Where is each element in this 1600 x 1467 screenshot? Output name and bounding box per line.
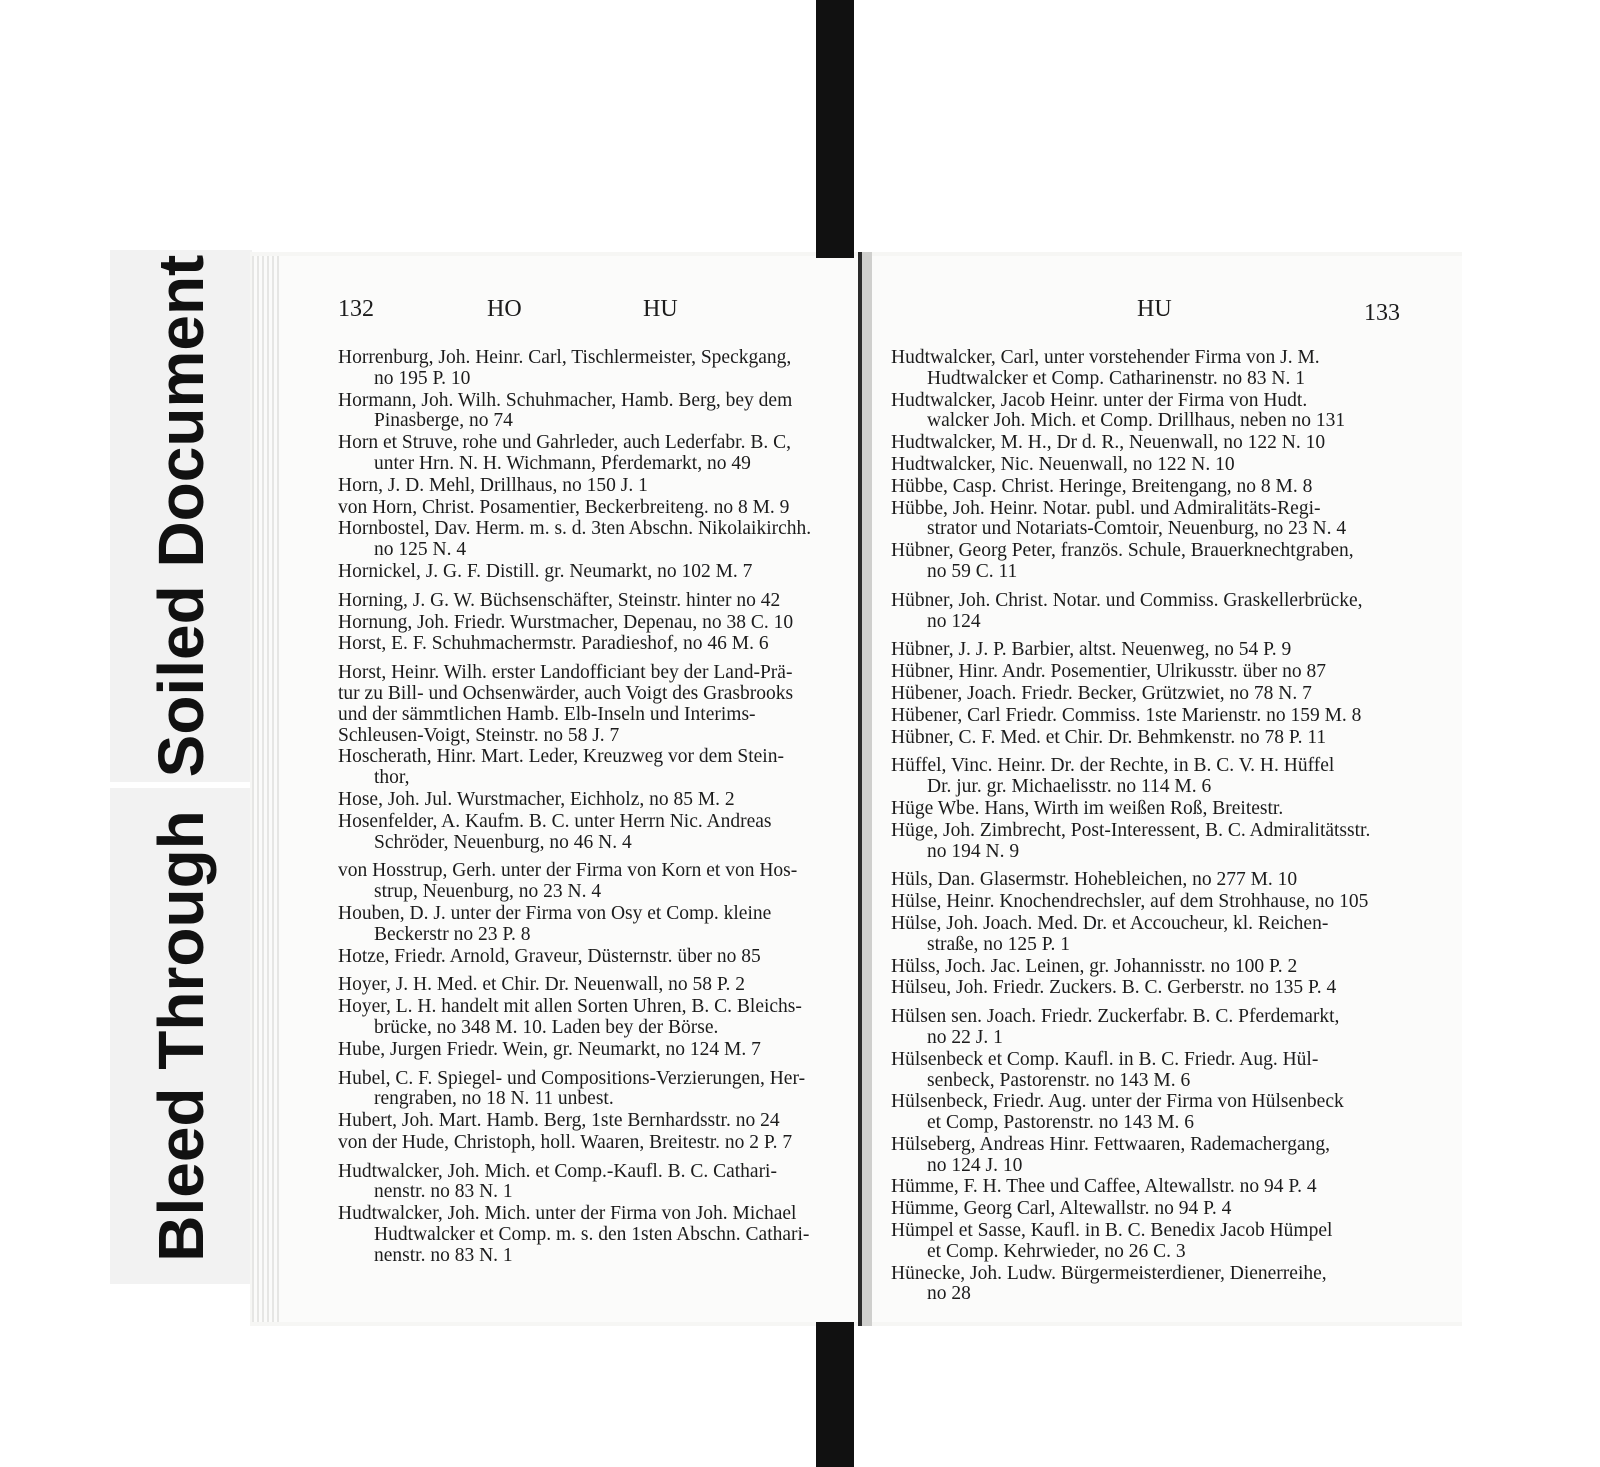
entry-line: Hünecke, Joh. Ludw. Bürgermeisterdiener, Dienerreihe, — [891, 1263, 1327, 1284]
directory-entry — [891, 662, 1407, 683]
directory-entry — [891, 1199, 1407, 1220]
page-edges — [252, 256, 280, 1322]
directory-entry — [338, 519, 838, 561]
entry-line: Horning, J. G. W. Büchsenschäfter, Steinstr. hinter no 42 — [338, 590, 781, 611]
entry-line: Hormann, Joh. Wilh. Schuhmacher, Hamb. Berg, bey dem — [338, 390, 793, 411]
directory-entry — [891, 348, 1407, 390]
entry-line: Hübbe, Casp. Christ. Heringe, Breitengang, no 8 M. 8 — [891, 476, 1313, 497]
directory-entry — [891, 892, 1407, 913]
book-gutter — [858, 252, 872, 1326]
entry-line: Hülseberg, Andreas Hinr. Fettwaaren, Rademachergang, — [891, 1134, 1330, 1155]
directory-entry — [338, 747, 838, 789]
soiled-document-label: Soiled Document — [145, 254, 217, 778]
directory-entry — [891, 756, 1407, 798]
soiled-document-label-box — [110, 250, 252, 782]
directory-entry — [891, 433, 1407, 454]
entry-line: Hornbostel, Dav. Herm. m. s. d. 3ten Abschn. Nikolaikirchh. — [338, 519, 812, 540]
entry-line: Hümpel et Sasse, Kaufl. in B. C. Benedix Jacob Hümpel — [891, 1221, 1333, 1242]
entry-line: von Hosstrup, Gerh. unter der Firma von Korn et von Hos- — [338, 861, 798, 882]
directory-entry — [891, 684, 1407, 705]
entry-line: strup, Neuenburg, no 23 N. 4 — [374, 882, 602, 903]
left-header-hu: HU — [643, 296, 678, 322]
entry-line: no 59 C. 11 — [927, 561, 1018, 582]
directory-entry — [338, 1204, 838, 1266]
entry-line: senbeck, Pastorenstr. no 143 M. 6 — [927, 1070, 1191, 1091]
entry-line: Hübener, Carl Friedr. Commiss. 1ste Marienstr. no 159 M. 8 — [891, 705, 1362, 726]
directory-entry — [338, 613, 838, 634]
directory-entry — [338, 562, 838, 583]
directory-entry — [338, 1040, 838, 1061]
entry-line: rengraben, no 18 N. 11 unbest. — [374, 1089, 614, 1110]
directory-entry — [891, 591, 1407, 633]
entry-line: Horn, J. D. Mehl, Drillhaus, no 150 J. 1 — [338, 475, 648, 496]
directory-entry — [891, 391, 1407, 433]
directory-entry — [891, 1264, 1407, 1306]
entry-line: Hudtwalcker, Carl, unter vorstehender Firma von J. M. — [891, 348, 1320, 368]
left-page-number: 132 — [338, 296, 374, 322]
entry-line: Hübner, Hinr. Andr. Posementier, Ulrikusstr. über no 87 — [891, 662, 1326, 683]
directory-entry — [891, 914, 1407, 956]
directory-entry — [891, 499, 1407, 541]
bleed-through-label-box — [110, 788, 252, 1284]
entry-line: Hülseu, Joh. Friedr. Zuckers. B. C. Gerberstr. no 135 P. 4 — [891, 978, 1337, 999]
entry-line: Hornickel, J. G. F. Distill. gr. Neumarkt, no 102 M. 7 — [338, 561, 753, 582]
directory-entry — [338, 391, 838, 433]
directory-entry — [891, 799, 1407, 820]
entry-line: Hübener, Joach. Friedr. Becker, Grützwiet, no 78 N. 7 — [891, 683, 1312, 704]
entry-line: no 124 — [927, 611, 981, 632]
entry-line: Hudtwalcker, Joh. Mich. et Comp.-Kaufl. B. C. Cathari- — [338, 1161, 777, 1182]
entry-line: Hümme, F. H. Thee und Caffee, Altewallstr. no 94 P. 4 — [891, 1177, 1317, 1198]
directory-entry — [891, 1007, 1407, 1049]
directory-entry — [338, 591, 838, 612]
directory-entry — [891, 728, 1407, 749]
right-entries-list — [891, 348, 1407, 1306]
right-page-number: 133 — [1364, 300, 1400, 326]
directory-entry — [338, 861, 838, 903]
entry-line: Hüffel, Vinc. Heinr. Dr. der Rechte, in B. C. V. H. Hüffel — [891, 756, 1335, 777]
right-header-hu: HU — [1137, 296, 1172, 322]
entry-line: Hülsenbeck, Friedr. Aug. unter der Firma von Hülsenbeck — [891, 1092, 1344, 1113]
entry-line: Hoyer, L. H. handelt mit allen Sorten Uhren, B. C. Bleichs- — [338, 997, 802, 1018]
entry-line: thor, — [374, 768, 410, 789]
entry-line: Horrenburg, Joh. Heinr. Carl, Tischlermeister, Speckgang, — [338, 348, 792, 368]
entry-line: no 124 J. 10 — [927, 1155, 1023, 1176]
entry-line: Beckerstr no 23 P. 8 — [374, 924, 531, 945]
directory-entry — [338, 1111, 838, 1132]
directory-entry — [338, 904, 838, 946]
directory-entry — [891, 978, 1407, 999]
directory-entry — [891, 1092, 1407, 1134]
directory-entry — [338, 1133, 838, 1154]
entry-line: Hotze, Friedr. Arnold, Graveur, Düsternstr. über no 85 — [338, 946, 761, 967]
entry-line: Pinasberge, no 74 — [374, 411, 513, 432]
entry-line: von der Hude, Christoph, holl. Waaren, Breitestr. no 2 P. 7 — [338, 1132, 793, 1153]
entry-line: Dr. jur. gr. Michaelisstr. no 114 M. 6 — [927, 777, 1212, 798]
entry-line: Hudtwalcker et Comp. m. s. den 1sten Abschn. Cathari- — [374, 1225, 810, 1246]
entry-line: Hudtwalcker, M. H., Dr d. R., Neuenwall, no 122 N. 10 — [891, 433, 1326, 454]
entry-line: Hornung, Joh. Friedr. Wurstmacher, Depenau, no 38 C. 10 — [338, 612, 794, 633]
entry-line: Hübner, Joh. Christ. Notar. und Commiss. Graskellerbrücke, — [891, 590, 1363, 611]
entry-line: Hubert, Joh. Mart. Hamb. Berg, 1ste Bernhardsstr. no 24 — [338, 1111, 780, 1132]
entry-line: straße, no 125 P. 1 — [927, 934, 1070, 955]
entry-line: Horst, E. F. Schuhmachermstr. Paradieshof, no 46 M. 6 — [338, 634, 769, 655]
entry-line: Hudtwalcker, Nic. Neuenwall, no 122 N. 10 — [891, 454, 1235, 475]
directory-entry — [891, 541, 1407, 583]
spine-bar-top — [816, 0, 854, 258]
entry-line: strator und Notariats-Comtoir, Neuenburg, no 23 N. 4 — [927, 519, 1347, 540]
entry-line: Hübner, Georg Peter, französ. Schule, Brauerknechtgraben, — [891, 541, 1354, 562]
directory-entry — [338, 433, 838, 475]
entry-line: walcker Joh. Mich. et Comp. Drillhaus, neben no 131 — [927, 411, 1346, 432]
entry-line: Hudtwalcker, Jacob Heinr. unter der Firma von Hudt. — [891, 390, 1308, 411]
entry-line: und der sämmtlichen Hamb. Elb-Inseln und Interims- — [338, 704, 756, 725]
entry-line: Hübner, J. J. P. Barbier, altst. Neuenweg, no 54 P. 9 — [891, 640, 1292, 661]
entry-line: Houben, D. J. unter der Firma von Osy et Comp. kleine — [338, 903, 772, 924]
entry-line: Hülss, Joch. Jac. Leinen, gr. Johannisstr. no 100 P. 2 — [891, 956, 1298, 977]
directory-entry — [891, 640, 1407, 661]
entry-line: Horn et Struve, rohe und Gahrleder, auch Lederfabr. B. C, — [338, 433, 791, 454]
left-entries-list — [338, 348, 838, 1268]
directory-entry — [891, 1221, 1407, 1263]
entry-line: nenstr. no 83 N. 1 — [374, 1245, 513, 1266]
entry-line: Hüge, Joh. Zimbrecht, Post-Interessent, B. C. Admiralitätsstr. — [891, 820, 1371, 841]
directory-entry — [338, 1162, 838, 1204]
entry-line: Hülse, Joh. Joach. Med. Dr. et Accoucheur, kl. Reichen- — [891, 913, 1329, 934]
entry-line: Hoscherath, Hinr. Mart. Leder, Kreuzweg vor dem Stein- — [338, 747, 784, 768]
directory-entry — [891, 1135, 1407, 1177]
entry-line: Hüge Wbe. Hans, Wirth im weißen Roß, Breitestr. — [891, 798, 1284, 819]
directory-entry — [891, 706, 1407, 727]
entry-line: et Comp. Kehrwieder, no 26 C. 3 — [927, 1241, 1186, 1262]
directory-entry — [338, 634, 838, 655]
directory-entry — [338, 790, 838, 811]
directory-entry — [891, 1177, 1407, 1198]
directory-entry — [338, 476, 838, 497]
spine-bar-bottom — [816, 1322, 854, 1467]
directory-entry — [891, 821, 1407, 863]
entry-line: Hümme, Georg Carl, Altewallstr. no 94 P. 4 — [891, 1199, 1232, 1220]
entry-line: Schröder, Neuenburg, no 46 N. 4 — [374, 832, 632, 853]
directory-entry — [338, 812, 838, 854]
entry-line: Hosenfelder, A. Kaufm. B. C. unter Herrn Nic. Andreas — [338, 811, 772, 832]
entry-line: Horst, Heinr. Wilh. erster Landofficiant bey der Land-Prä- — [338, 663, 793, 684]
entry-line: Hose, Joh. Jul. Wurstmacher, Eichholz, no 85 M. 2 — [338, 789, 735, 810]
entry-line: Hudtwalcker, Joh. Mich. unter der Firma von Joh. Michael — [338, 1204, 797, 1225]
entry-line: no 28 — [927, 1284, 971, 1305]
directory-entry — [891, 477, 1407, 498]
entry-line: no 194 N. 9 — [927, 841, 1020, 862]
entry-line: Hube, Jurgen Friedr. Wein, gr. Neumarkt, no 124 M. 7 — [338, 1039, 761, 1060]
entry-line: tur zu Bill- und Ochsenwärder, auch Voigt des Grasbrooks — [338, 683, 794, 704]
entry-line: Hülsenbeck et Comp. Kaufl. in B. C. Friedr. Aug. Hül- — [891, 1049, 1319, 1070]
directory-entry — [338, 997, 838, 1039]
entry-line: Hübbe, Joh. Heinr. Notar. publ. und Admiralitäts-Regi- — [891, 498, 1321, 519]
entry-line: Hüls, Dan. Glasermstr. Hohebleichen, no 277 M. 10 — [891, 870, 1298, 891]
entry-line: brücke, no 348 M. 10. Laden bey der Börse. — [374, 1017, 719, 1038]
bleed-through-label: Bleed Through — [145, 810, 217, 1262]
entry-line: Hudtwalcker et Comp. Catharinenstr. no 83 N. 1 — [927, 368, 1306, 389]
entry-line: Hülse, Heinr. Knochendrechsler, auf dem Strohhause, no 105 — [891, 892, 1369, 913]
entry-line: no 125 N. 4 — [374, 540, 467, 561]
directory-entry — [891, 455, 1407, 476]
entry-line: unter Hrn. N. H. Wichmann, Pferdemarkt, no 49 — [374, 453, 751, 474]
directory-entry — [338, 1069, 838, 1111]
directory-entry — [338, 348, 838, 390]
entry-line: no 195 P. 10 — [374, 368, 471, 389]
directory-entry — [891, 870, 1407, 891]
directory-entry — [338, 498, 838, 519]
left-header-ho: HO — [487, 296, 522, 322]
directory-entry — [338, 663, 838, 746]
directory-entry — [891, 1050, 1407, 1092]
entry-line: Hubel, C. F. Spiegel- und Compositions-Verzierungen, Her- — [338, 1068, 806, 1089]
entry-line: von Horn, Christ. Posamentier, Beckerbreiteng. no 8 M. 9 — [338, 497, 790, 518]
entry-line: Hülsen sen. Joach. Friedr. Zuckerfabr. B. C. Pferdemarkt, — [891, 1007, 1340, 1028]
entry-line: Schleusen-Voigt, Steinstr. no 58 J. 7 — [338, 725, 620, 746]
entry-line: Hübner, C. F. Med. et Chir. Dr. Behmkenstr. no 78 P. 11 — [891, 727, 1327, 748]
entry-line: et Comp, Pastorenstr. no 143 M. 6 — [927, 1113, 1195, 1134]
directory-entry — [338, 947, 838, 968]
directory-entry — [891, 957, 1407, 978]
directory-entry — [338, 975, 838, 996]
entry-line: Hoyer, J. H. Med. et Chir. Dr. Neuenwall, no 58 P. 2 — [338, 975, 746, 996]
entry-line: no 22 J. 1 — [927, 1027, 1003, 1048]
entry-line: nenstr. no 83 N. 1 — [374, 1182, 513, 1203]
